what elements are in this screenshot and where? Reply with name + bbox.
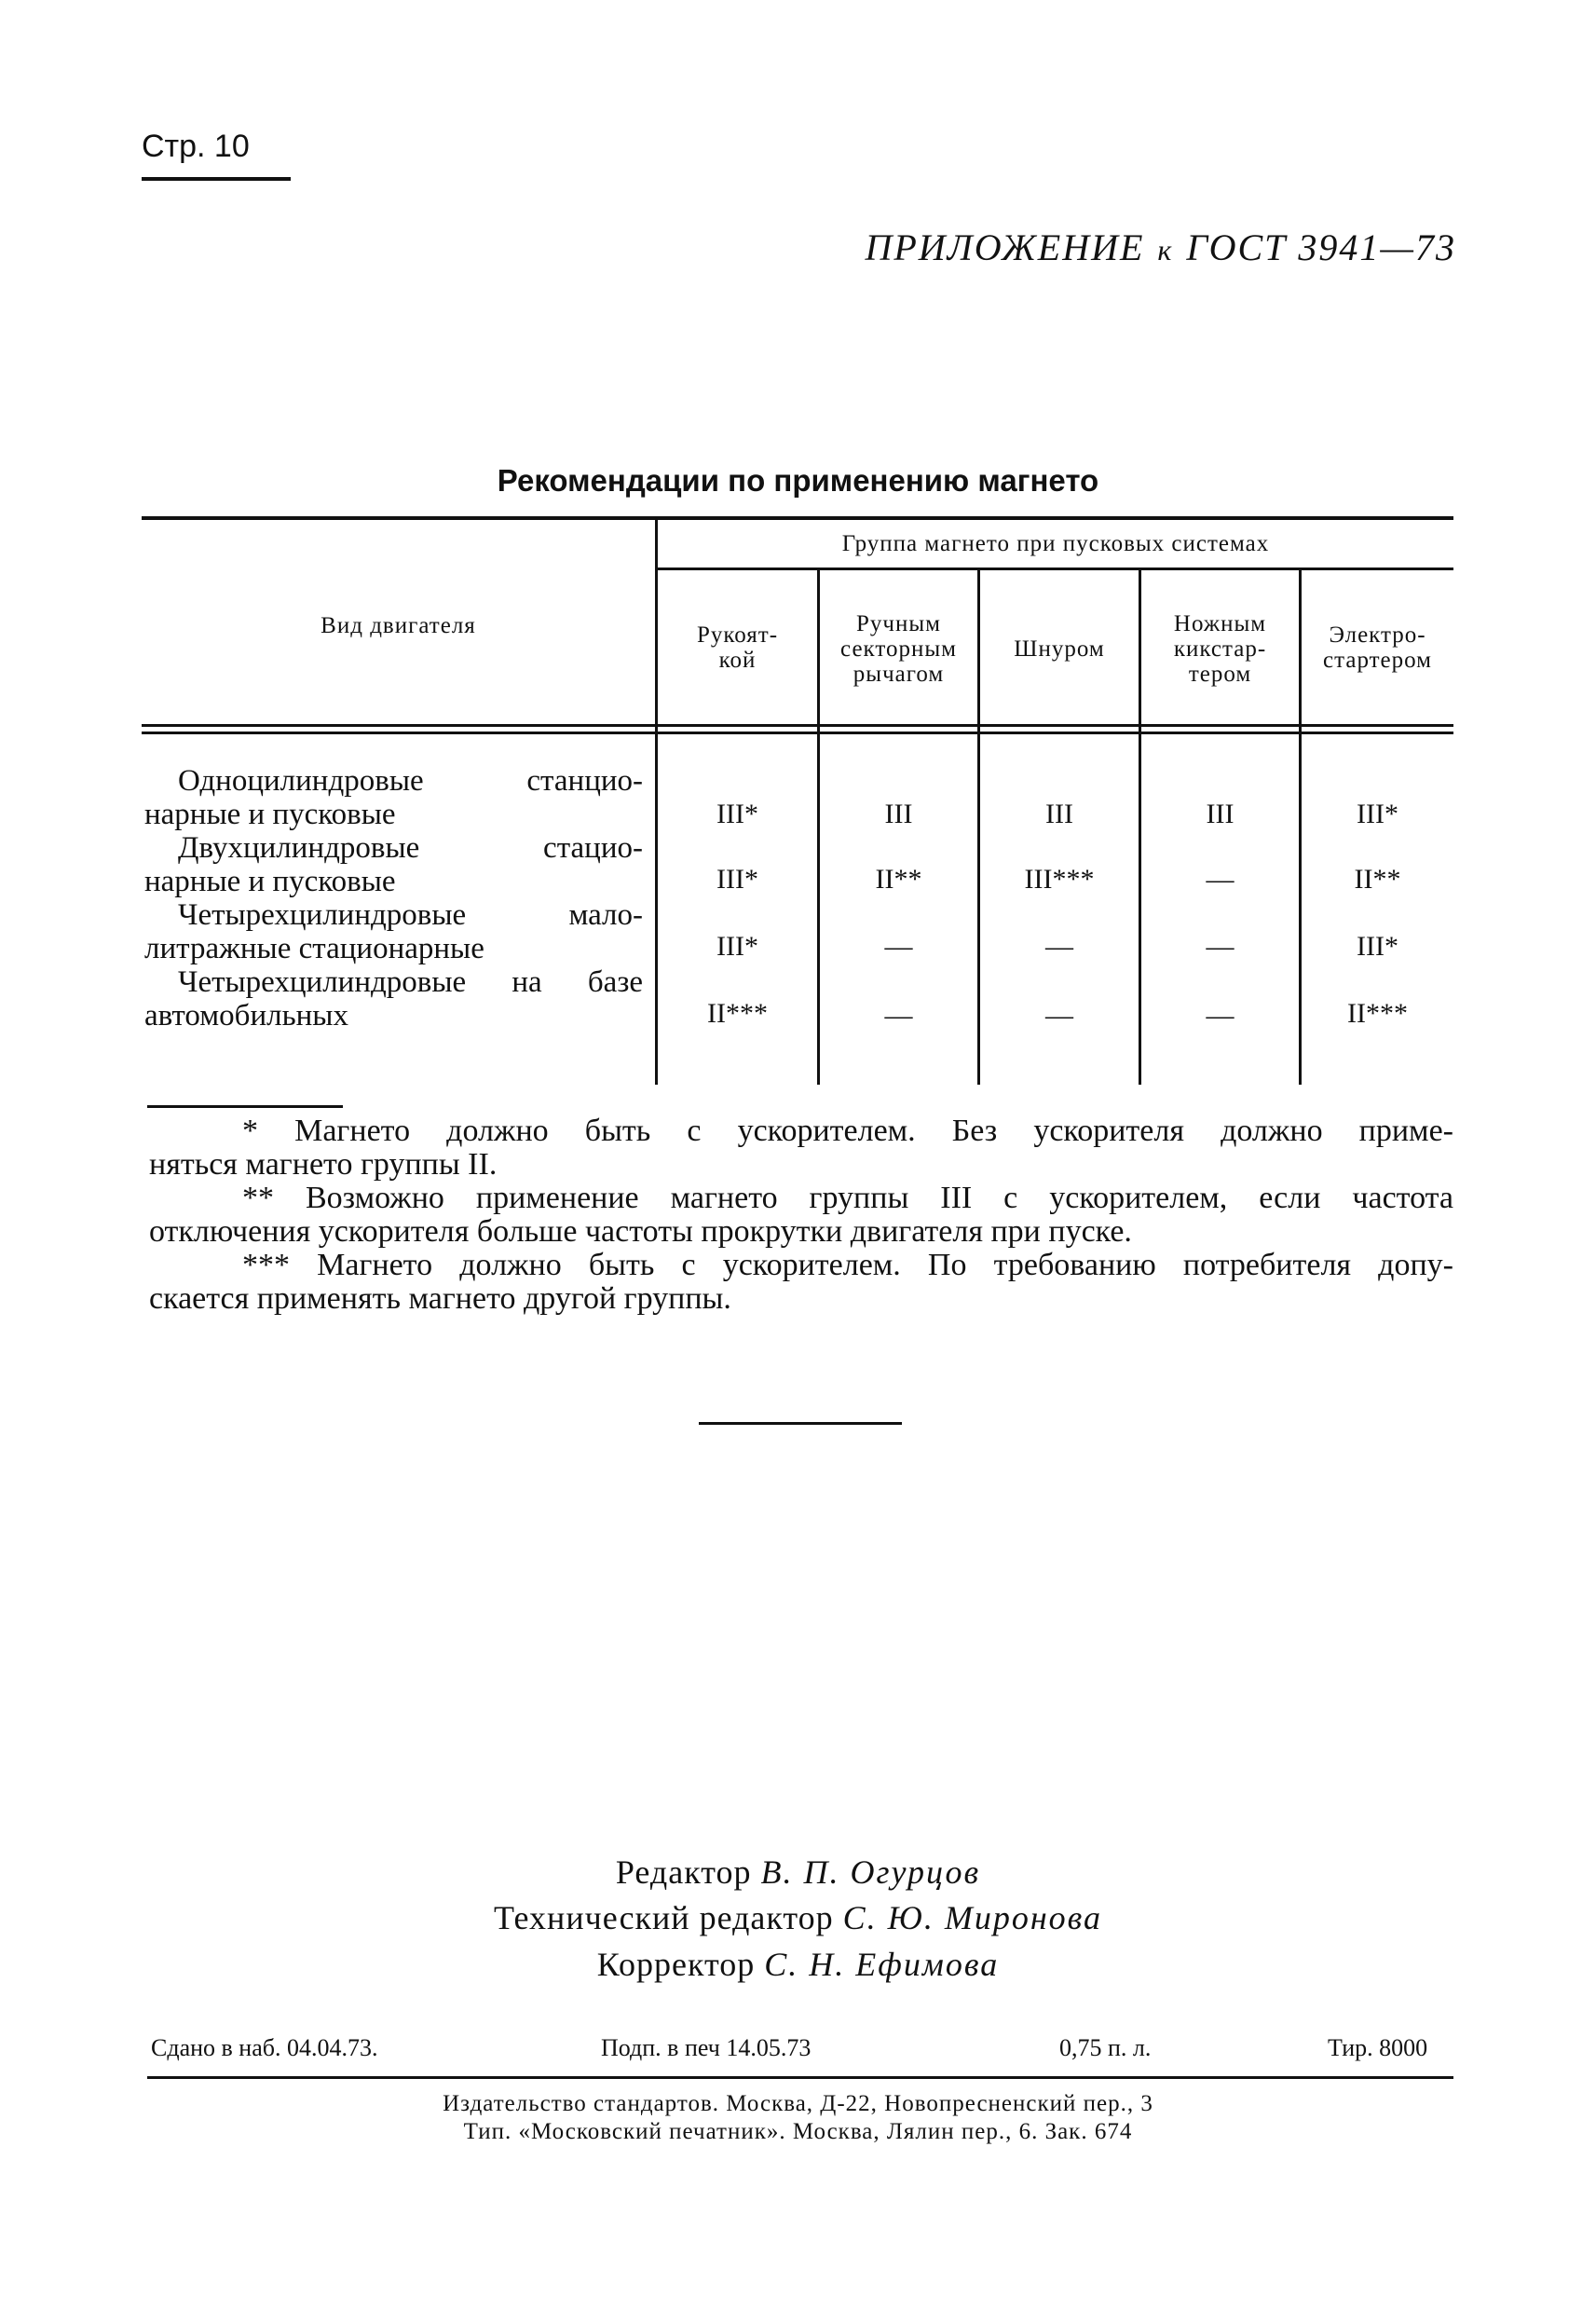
- imprint-signed: Подп. в печ 14.05.73: [601, 2034, 812, 2061]
- table-cell: —: [1045, 1000, 1073, 1031]
- table-cell: —: [1206, 864, 1235, 895]
- table-row-label: Четырехцилиндровые на базе автомобильных: [144, 965, 643, 1032]
- group-header-rule: [657, 567, 1453, 570]
- appendix-standard: ГОСТ 3941—73: [1186, 226, 1456, 268]
- table-cell: —: [1045, 931, 1073, 962]
- footnote: * Магнето должно быть с ускорителем. Без ускорителя должно приме- няться магнето группы II.: [149, 1114, 1453, 1182]
- column-header: Шнуром: [1014, 636, 1105, 662]
- table-cell: —: [884, 1000, 913, 1031]
- engine-type-header: Вид двигателя: [321, 613, 476, 638]
- table-title: Рекомендации по применению магнето: [497, 463, 1099, 498]
- page-number: Стр. 10: [142, 129, 250, 164]
- imprint-print-run: Тир. 8000: [1328, 2034, 1428, 2061]
- column-header: Ножным кикстар- тером: [1173, 611, 1267, 687]
- header-bottom-rule-1: [142, 724, 1453, 727]
- appendix-word: ПРИЛОЖЕНИЕ: [865, 226, 1145, 268]
- section-divider: [699, 1422, 902, 1425]
- footnote-separator: [147, 1105, 343, 1108]
- column-header: Ручным секторным рычагом: [840, 611, 957, 687]
- credit-technical-editor: Технический редактор С. Ю. Миронова: [493, 1899, 1103, 1936]
- table-cell: —: [1206, 1000, 1235, 1031]
- table-cell: III*: [1357, 799, 1398, 829]
- column-header: Рукоят- кой: [696, 622, 779, 673]
- table-cell: III: [1206, 799, 1235, 829]
- table-cell: II**: [875, 864, 922, 895]
- imprint-submitted: Сдано в наб. 04.04.73.: [151, 2034, 378, 2061]
- table-cell: —: [884, 931, 913, 962]
- table-cell: III*: [1357, 931, 1398, 962]
- footnote: ** Возможно применение магнето группы III с ускорителем, если частота отключения ускорителя больше частоты прокрутки двигателя при пуске.: [149, 1181, 1453, 1249]
- imprint-rule: [147, 2076, 1453, 2079]
- column-header: Электро- стартером: [1323, 622, 1432, 673]
- table-top-rule: [142, 516, 1453, 520]
- table-row-label: Одноцилиндровые станцио- нарные и пусковые: [144, 764, 643, 831]
- publisher-line: Издательство стандартов. Москва, Д-22, Новопресненский пер., 3: [443, 2091, 1153, 2116]
- page-number-underline: [142, 177, 291, 181]
- table-cell: III***: [1024, 864, 1095, 895]
- table-row-label: Четырехцилиндровые мало- литражные стационарные: [144, 898, 643, 965]
- table-cell: —: [1206, 931, 1235, 962]
- header-bottom-rule-2: [142, 732, 1453, 734]
- table-cell: III*: [716, 864, 758, 895]
- table-cell: III: [1045, 799, 1073, 829]
- credit-editor: Редактор В. П. Огурцов: [615, 1853, 981, 1891]
- appendix-heading: [865, 226, 1456, 269]
- table-cell: II***: [707, 998, 768, 1029]
- footnote: *** Магнето должно быть с ускорителем. По требованию потребителя допу- скается применять магнето другой группы.: [149, 1248, 1453, 1316]
- printer-line: Тип. «Московский печатник». Москва, Лялин пер., 6. Зак. 674: [463, 2119, 1133, 2144]
- table-cell: III: [884, 799, 913, 829]
- table-row-label: Двухцилиндровые стацио- нарные и пусковые: [144, 831, 643, 898]
- table-cell: II***: [1347, 998, 1408, 1029]
- appendix-k: к: [1157, 233, 1174, 267]
- table-cell: III*: [716, 931, 758, 962]
- group-header: Группа магнето при пусковых системах: [841, 531, 1270, 556]
- table-cell: II**: [1354, 864, 1401, 895]
- table-cell: III*: [716, 799, 758, 829]
- imprint-sheets: 0,75 п. л.: [1059, 2034, 1152, 2061]
- credit-proofreader: Корректор С. Н. Ефимова: [596, 1946, 1000, 1983]
